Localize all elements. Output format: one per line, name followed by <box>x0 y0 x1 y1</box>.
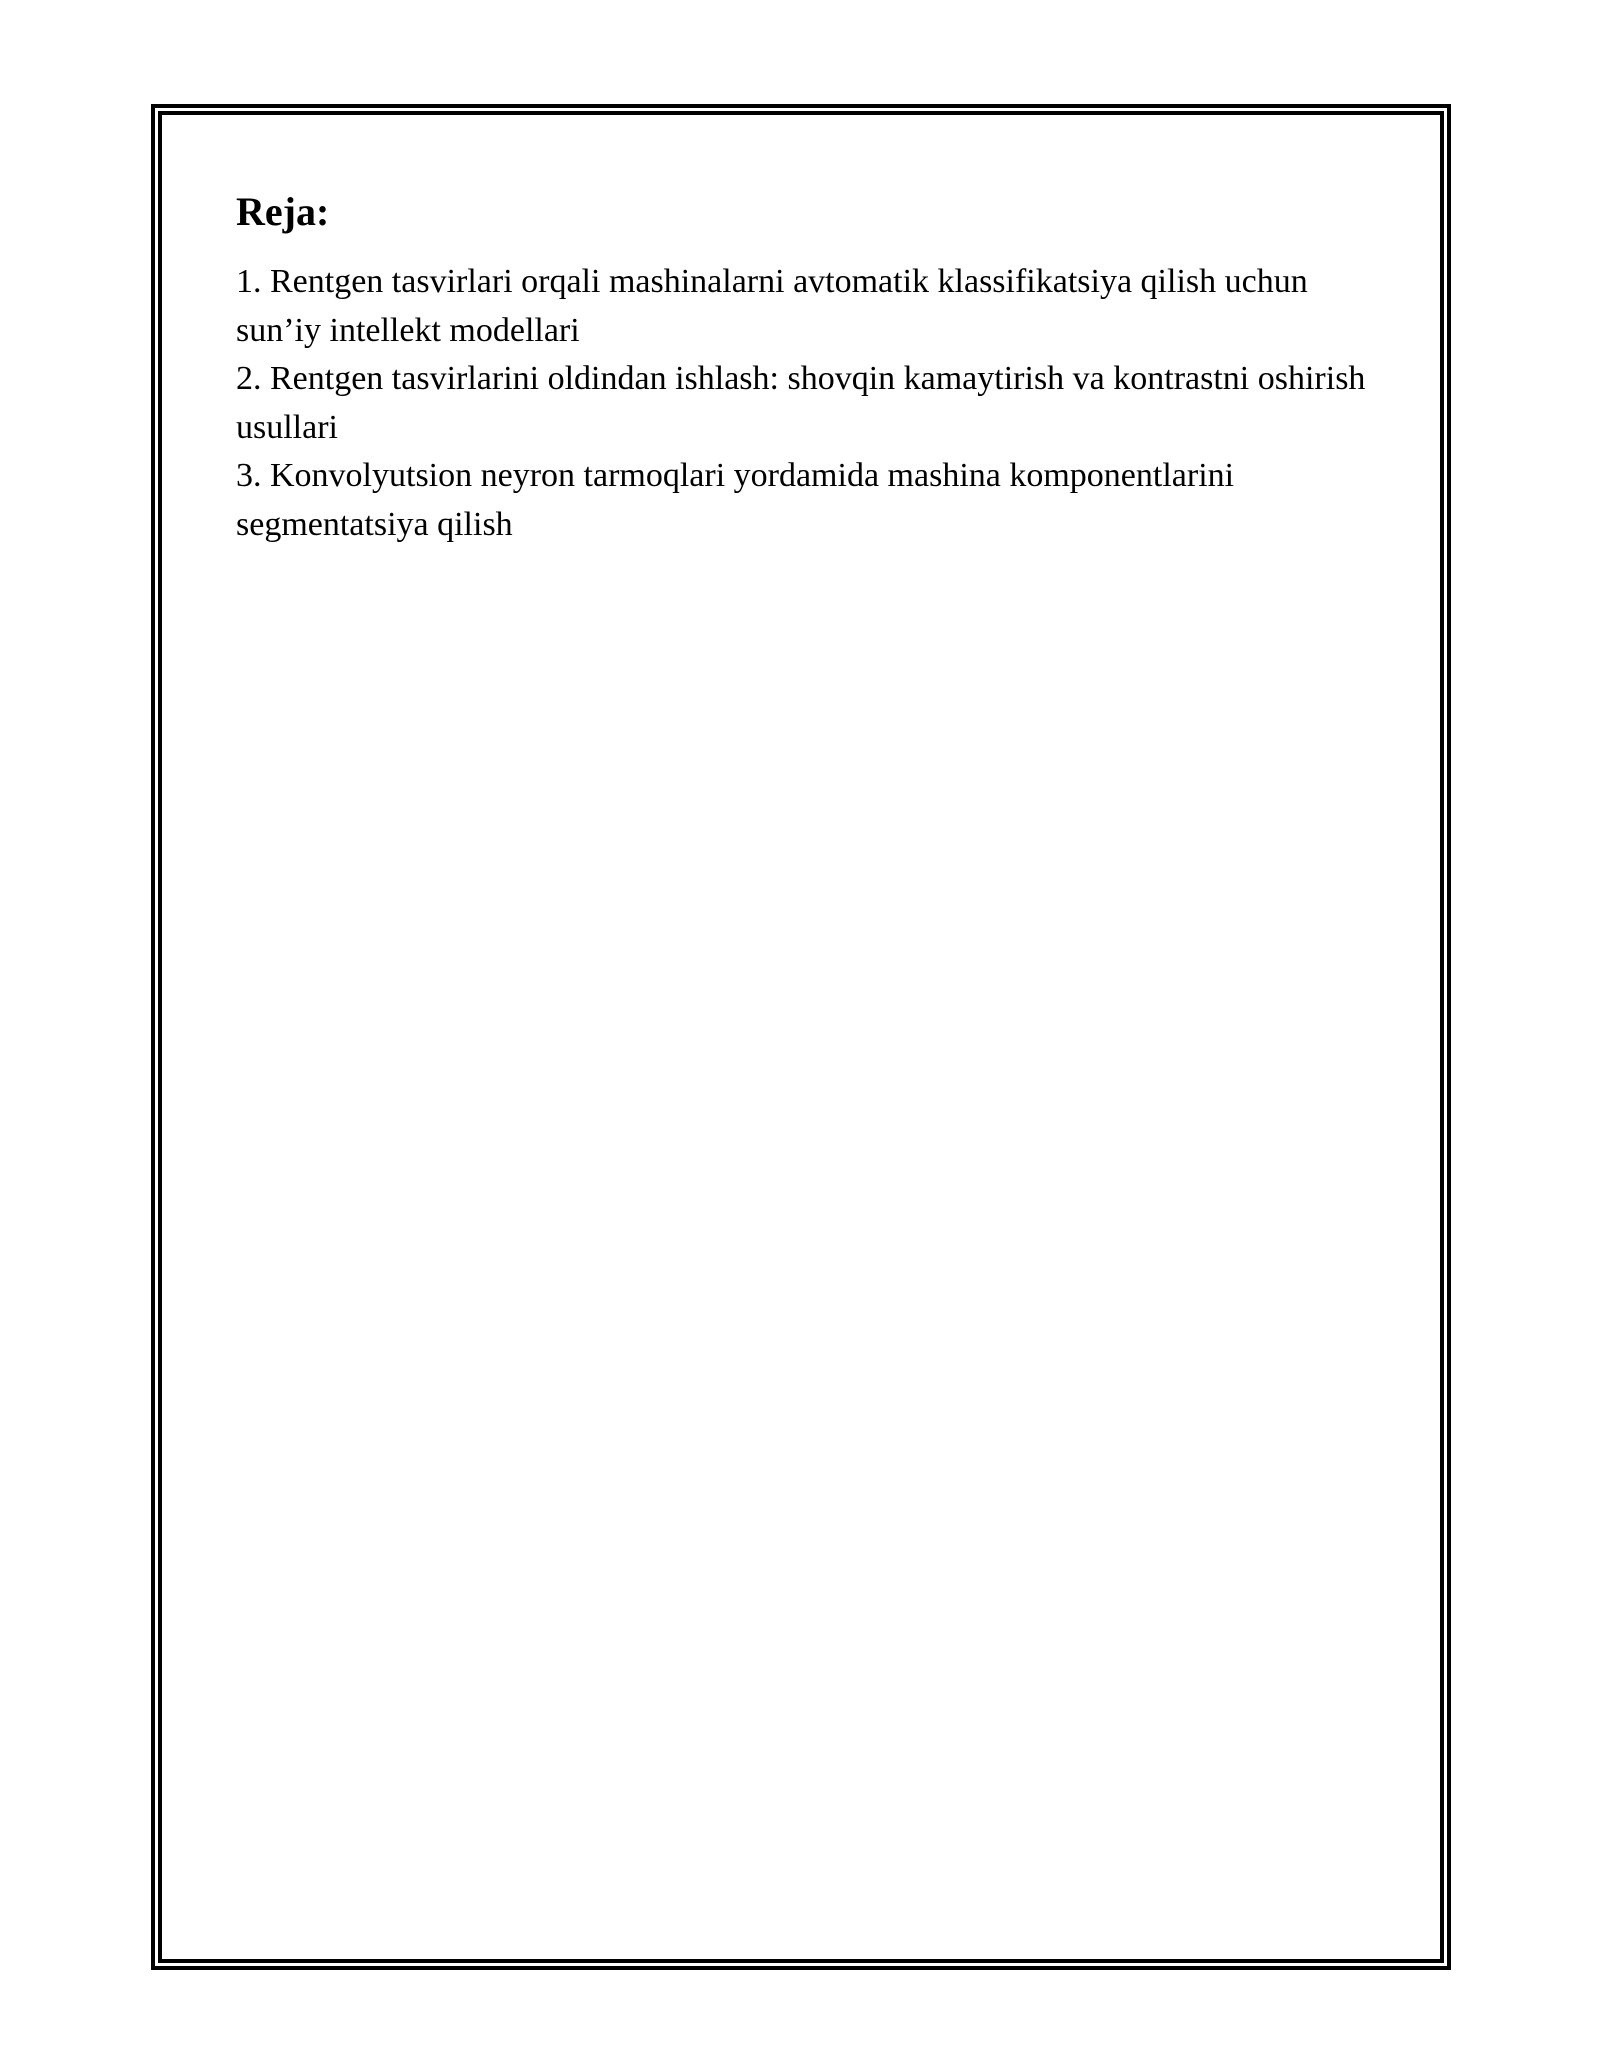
plan-item-3: 3. Konvolyutsion neyron tarmoqlari yordamida mashina komponentlarini segmentatsiya qilish <box>236 457 1235 543</box>
plan-list <box>236 258 1376 549</box>
plan-item-1: 1. Rentgen tasvirlari orqali mashinalarni avtomatik klassifikatsiya qilish uchun sun’iy intellekt modellari <box>236 263 1308 349</box>
plan-item-2: 2. Rentgen tasvirlarini oldindan ishlash: shovqin kamaytirish va kontrastni oshirish usullari <box>236 360 1366 446</box>
plan-heading: Reja: <box>236 189 330 234</box>
document-content <box>236 186 1376 549</box>
